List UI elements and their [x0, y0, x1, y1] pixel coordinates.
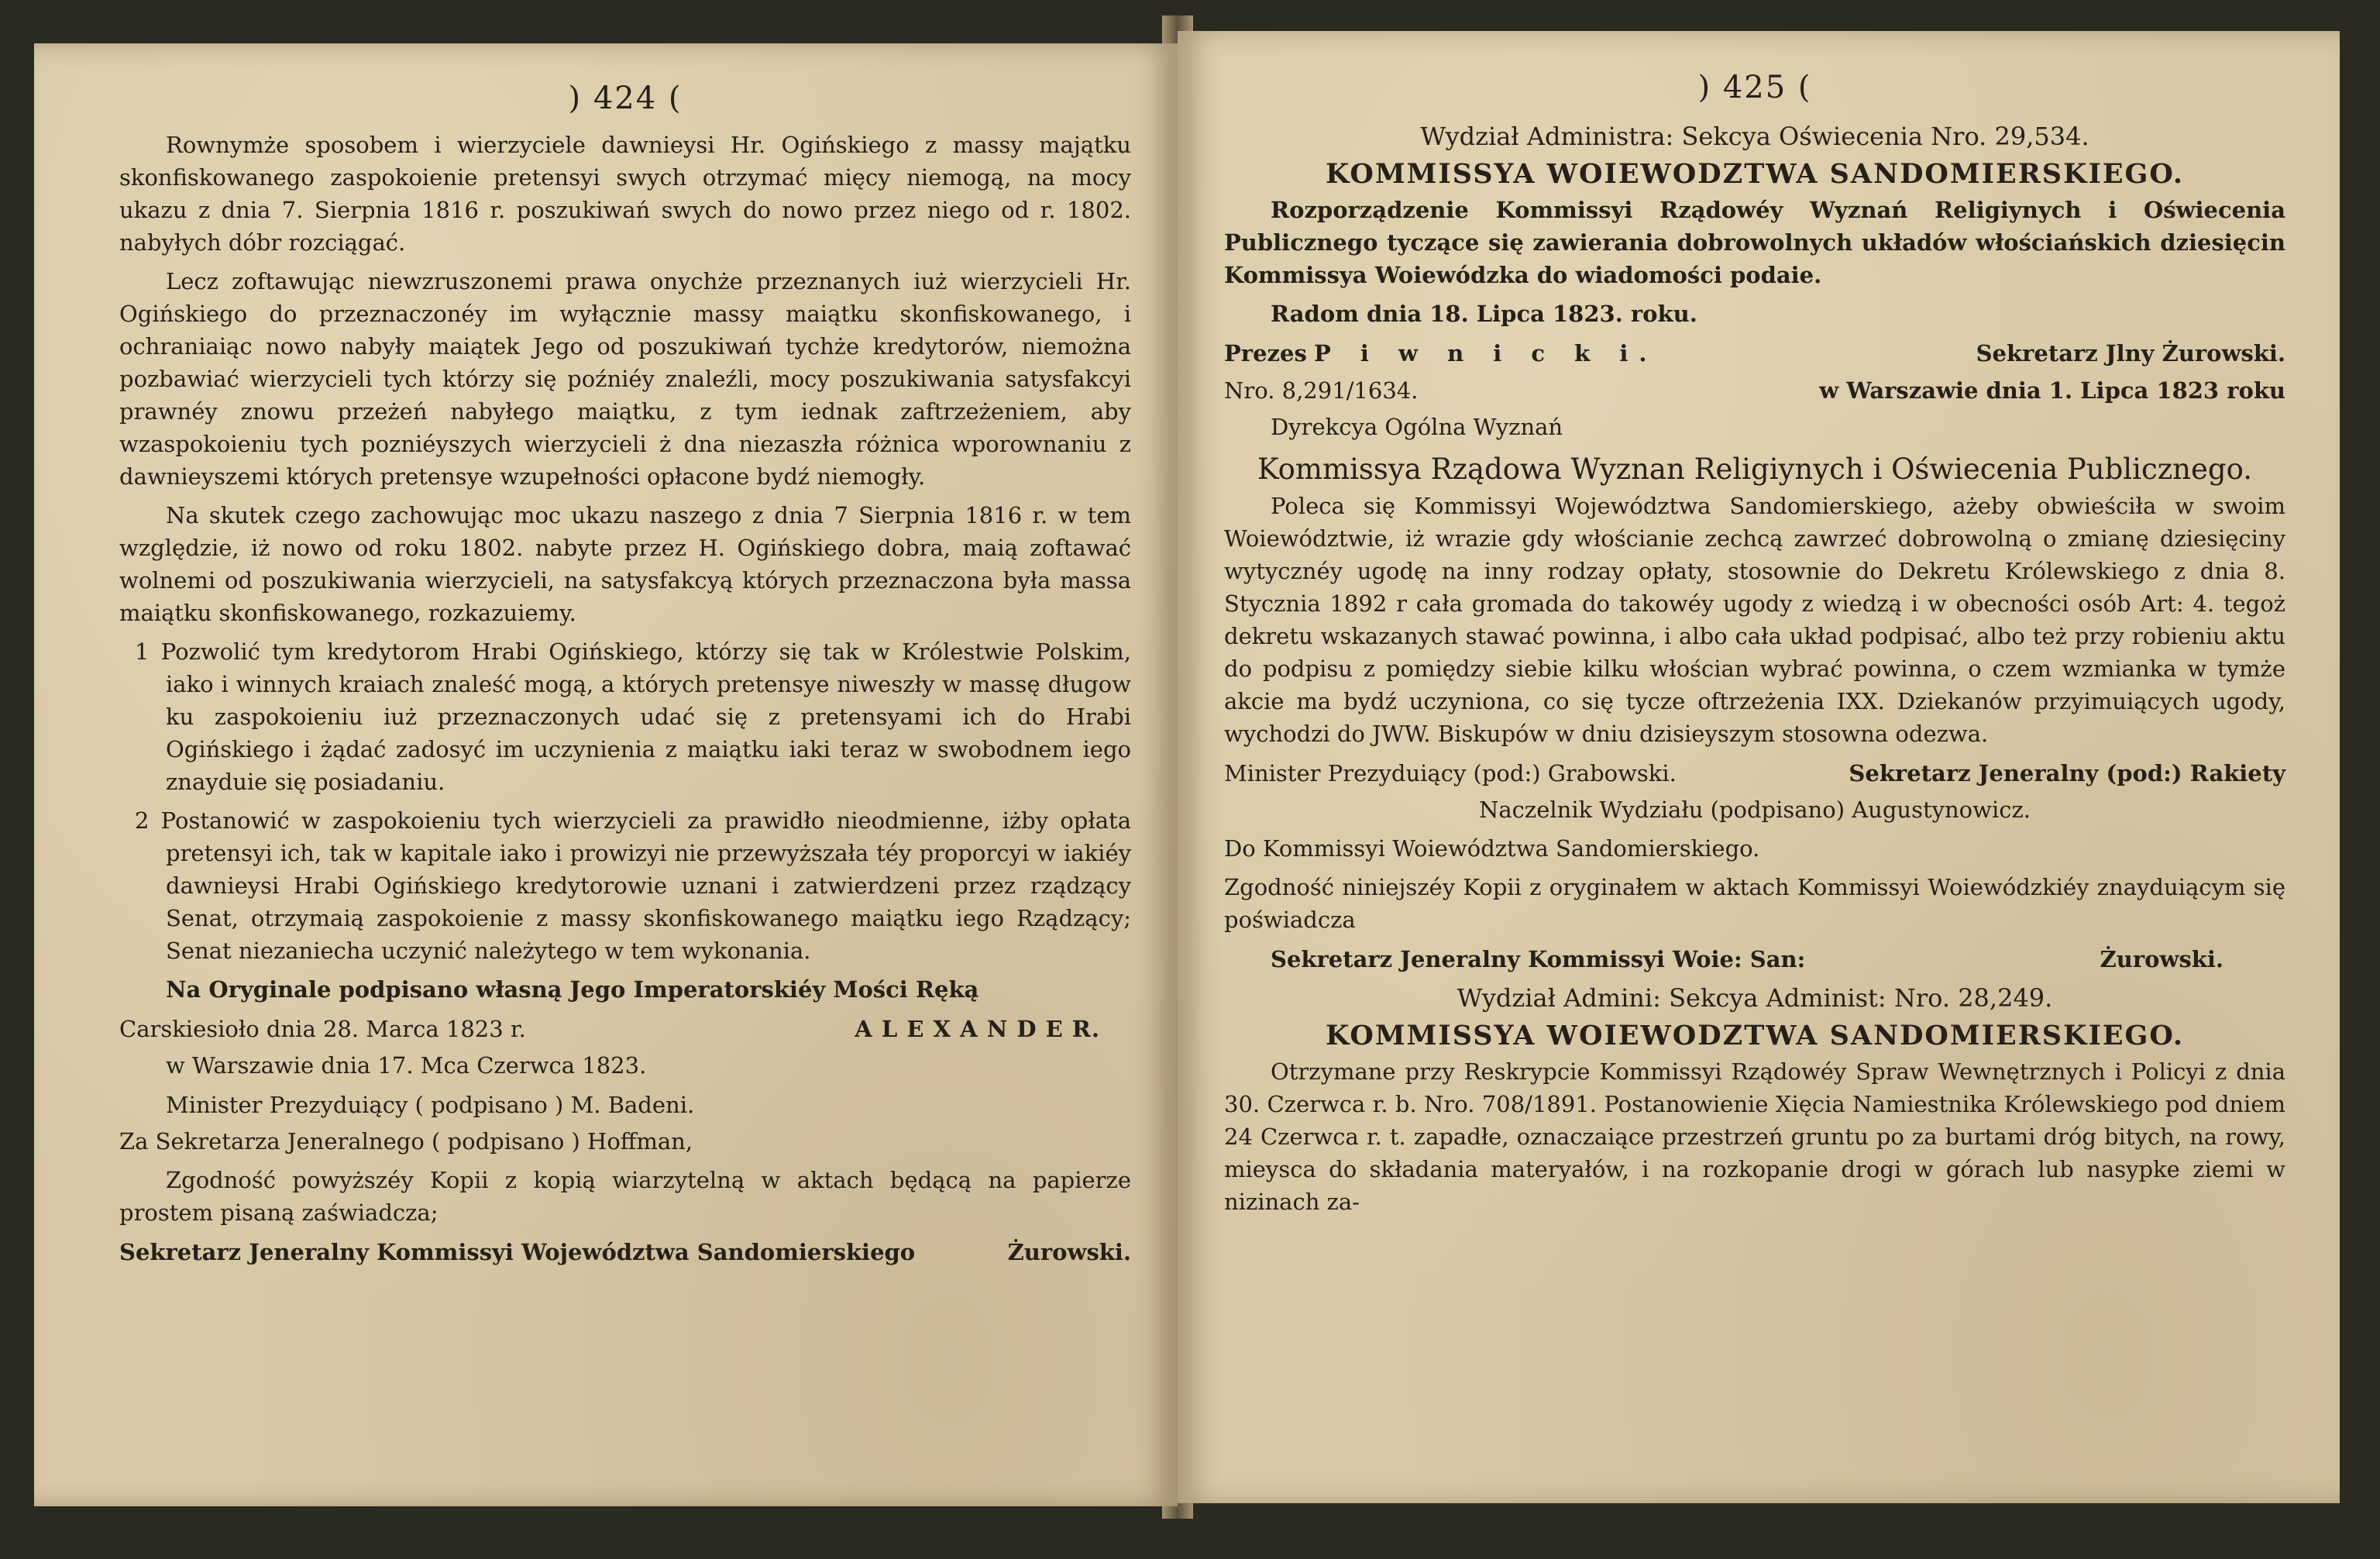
place-date: Carskiesioło dnia 28. Marca 1823 r. — [119, 1016, 526, 1042]
secretary-2: Sekretarz Jeneralny (pod:) Rakiety — [1849, 760, 2285, 786]
president — [1224, 336, 1657, 370]
left-page-content — [119, 81, 1131, 1272]
commission-heading-2: KOMMISSYA WOIEWODZTWA SANDOMIERSKIEGO. — [1325, 1020, 2185, 1051]
right-page-content — [1224, 70, 2285, 1224]
body-paragraph-1: Poleca się Kommissyi Województwa Sandomierskiego, ażeby obwieściła w swoim Woiewództwie, iż wrazie gdy włościanie zechcą zawrzeć dobrowolną o zmianę dziesięciny wytycznéy ugodę na inny rodzay opłaty, stosownie do Dekretu Królewskiego z dnia 8. Stycznia 1892 r cała gromada do takowéy ugody z wiedzą i w obecności osób Art: 4. tegoż dekretu wskazanych stawać powinna, i albo cała układ podpisać, albo też przy robieniu aktu do podpisu z pomiędzy siebie kilku włościan wybrać powinna, o czem wzmianka w tymże akcie ma bydź uczyniona, co się tycze oftrzeżenia IXX. Dziekanów przyimuiących ugody, wychodzi do JWW. Biskupów w dniu dzisieyszym stosowna odezwa. — [1224, 493, 2285, 747]
commission-heading-1: KOMMISSYA WOIEWODZTWA SANDOMIERSKIEGO. — [1325, 158, 2185, 190]
directorate: Dyrekcya Ogólna Wyznań — [1271, 414, 1563, 440]
paragraph-2: Lecz zoftawując niewzruszonemi prawa onychże przeznanych iuż wierzycieli Hr. Ogińskiego do przeznaczonéy im wyłącznie massy maiątku skonfiskowanego, i ochraniaiąc nowo nabyły maiątek Jego od poszukiwań tychże kredytorów, niemożna pozbawiać wierzycieli tych którzy się poźniéy znaleźli, mocy poszukiwania satysfakcyi prawnéy znowu przeżeń nabyłego maiątku, z tym iednak zaftrzeżeniem, aby wzaspokoieniu tych pozniéyszych wierzycieli ż dna niezaszła różnica wporownaniu z dawnieyszemi których pretensye wzupełności opłacone bydź niemogły. — [119, 268, 1131, 490]
secretary-line: Za Sekretarza Jeneralnego ( podpisano ) Hoffman, — [119, 1128, 693, 1155]
paragraph-3: Na skutek czego zachowując moc ukazu naszego z dnia 7 Sierpnia 1816 r. w tem względzie, iż nowo od roku 1802. nabyte przez H. Ogińskiego dobra, maią zoftawać wolnemi od poszukiwania wierzycieli, na satysfakcyą których przeznaczona była massa maiątku skonfiskowanego, rozkazuiemy. — [119, 502, 1131, 626]
list-item-2: 2 Postanowić w zaspokoieniu tych wierzycieli za prawidło nieodmienne, iżby opłata pretensyi ich, tak w kapitale iako i prowizyi nie przewyższała téy proporcyi w iakiéy dawnieysi Hrabi Ogińskiego kredytorowie uznani i zatwierdzeni przez rządzący Senat, otrzymaią zaspokoienie z massy skonfiskowanego maiątku iego Rządzący; Senat niezaniecha uczynić należytego w tem wykonania. — [135, 807, 1131, 964]
government-commission: Kommissya Rządowa Wyznan Religiynych i Oświecenia Publicznego. — [1257, 453, 2252, 486]
place-date-row — [119, 1012, 1131, 1046]
department-heading-2: Wydział Admini: Sekcya Administ: Nro. 28,249. — [1457, 983, 2053, 1013]
secretary-zurowski: Sekretarz Jlny Żurowski. — [1976, 340, 2285, 367]
body-paragraph-2: Otrzymane przy Reskrypcie Kommissyi Rządowéy Spraw Wewnętrznych i Policyi z dnia 30. Czerwca r. b. Nro. 708/1891. Postanowienie Xięcia Namiestnika Królewskiego pod dniem 24 Czerwca r. t. zapadłe, oznaczaiące przestrzeń gruntu po za burtami dróg bitych, na rowy, mieysca do składania materyałów, i na rozkopanie drogi w górach lub nasypke ziemi w nizinach za- — [1224, 1058, 2285, 1215]
right-page — [1178, 31, 2340, 1503]
signer-3: Żurowski. — [2100, 946, 2224, 972]
warsaw-date-1: w Warszawie dnia 1. Lipca 1823 roku — [1819, 377, 2285, 404]
minister-line: Minister Prezyduiący ( podpisano ) M. Badeni. — [166, 1092, 695, 1118]
page-number-right: ) 425 ( — [1697, 70, 1812, 105]
president-name: P i w n i c k i. — [1314, 340, 1658, 367]
original-note: Na Oryginale podpisano własną Jego Imperatorskiéy Mości Ręką — [166, 976, 979, 1003]
minister-row — [119, 1088, 1131, 1122]
secretary-3: Sekretarz Jeneralny Kommissyi Woie: San: — [1271, 946, 1806, 972]
conformity-statement: Zgodność niniejszéy Kopii z oryginałem w aktach Kommissyi Woiewódzkiéy znayduiącym się poświadcza — [1224, 874, 2285, 933]
list-item-1: 1 Pozwolić tym kredytorom Hrabi Ogińskiego, którzy się tak w Królestwie Polskim, iako i winnych kraiach znaleść mogą, a których pretensye niweszły w massę długow ku zaspokoieniu iuż przeznaczonych udać się z pretensyami ich do Hrabi Ogińskiego i żądać zadosyć im uczynienia z maiątku iaki teraz w swobodnem iego znayduie się posiadaniu. — [135, 638, 1131, 795]
left-page — [34, 43, 1178, 1506]
conformity-line: Zgodność powyższéy Kopii z kopią wiarzytelną w aktach będącą na papierze prostem pisaną zaświadcza; — [119, 1167, 1131, 1226]
secretary-row-3 — [1224, 942, 2285, 976]
minister-row-2 — [1224, 756, 2285, 790]
addressee: Do Kommissyi Woiewództwa Sandomierskiego. — [1224, 835, 1760, 862]
paragraph-1: Rownymże sposobem i wierzyciele dawnieysi Hr. Ogińskiego z massy majątku skonfiskowanego zaspokoienie pretensyi swych otrzymać mięcy niemogą, na mocy ukazu z dnia 7. Sierpnia 1816 r. poszukiwań swych do nowo przez niego od r. 1802. nabyłych dóbr rozciągać. — [119, 132, 1131, 256]
president-row — [1224, 336, 2285, 370]
page-number-left: ) 424 ( — [568, 81, 683, 116]
minister-2: Minister Prezyduiący (pod:) Grabowski. — [1224, 760, 1677, 786]
warsaw-date: w Warszawie dnia 17. Mca Czerwca 1823. — [166, 1052, 647, 1079]
secretary-general: Sekretarz Jeneralny Kommissyi Województwa Sandomierskiego — [119, 1239, 916, 1265]
department-heading-1: Wydział Administra: Sekcya Oświecenia Nro. 29,534. — [1420, 122, 2089, 151]
department-head: Naczelnik Wydziału (podpisano) Augustynowicz. — [1479, 797, 2031, 823]
signer-name: Żurowski. — [1007, 1239, 1131, 1265]
alexander-signature: A L E X A N D E R. — [855, 1016, 1100, 1042]
president-label: Prezes — [1224, 340, 1307, 367]
intro-paragraph: Rozporządzenie Kommissyi Rządowéy Wyznań Religiynych i Oświecenia Publicznego tyczące się zawierania dobrowolnych układów włościańskich dziesięcin Kommissya Woiewódzka do wiadomości podaie. — [1224, 197, 2285, 288]
document-number: Nro. 8,291/1634. — [1224, 377, 1419, 404]
secgen-row — [119, 1235, 1131, 1269]
radom-date: Radom dnia 18. Lipca 1823. roku. — [1271, 301, 1697, 327]
number-row — [1224, 373, 2285, 408]
